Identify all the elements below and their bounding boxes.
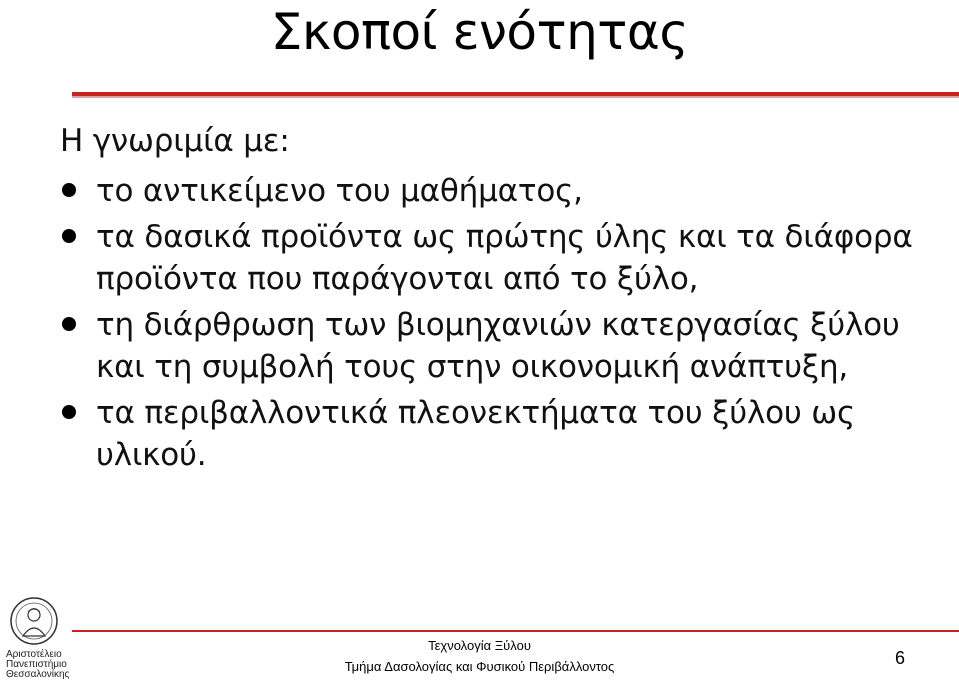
bullet-icon bbox=[62, 405, 76, 419]
university-name-line: Θεσσαλονίκης bbox=[6, 669, 70, 680]
title-divider bbox=[72, 92, 959, 98]
objectives-list bbox=[60, 170, 950, 476]
bullet-icon bbox=[62, 229, 76, 243]
intro-text: Η γνωριμία με: bbox=[60, 123, 290, 159]
list-item-text: τα περιβαλλοντικά πλεονεκτήματα του ξύλου ως υλικού. bbox=[96, 395, 856, 473]
slide-title: Σκοποί ενότητας bbox=[270, 3, 689, 61]
bullet-icon bbox=[62, 183, 76, 197]
footer-divider bbox=[72, 630, 959, 632]
list-item-text: το αντικείμενο του μαθήματος, bbox=[96, 173, 583, 209]
page-number: 6 bbox=[894, 648, 905, 668]
list-item bbox=[60, 304, 950, 388]
list-item-text: τη διάρθρωση των βιομηχανιών κατεργασίας ξύλου και τη συμβολή τους στην οικονομική ανάπτυξη, bbox=[96, 307, 900, 385]
slide-content bbox=[60, 120, 950, 480]
list-item bbox=[60, 170, 950, 212]
footer-department: Τμήμα Δασολογίας και Φυσικού Περιβάλλοντος bbox=[344, 659, 615, 674]
bullet-icon bbox=[62, 317, 76, 331]
list-item bbox=[60, 392, 950, 476]
list-item-text: τα δασικά προϊόντα ως πρώτης ύλης και τα διάφορα προϊόντα που παράγονται από το ξύλο, bbox=[96, 219, 913, 297]
university-name-line: Πανεπιστήμιο bbox=[6, 659, 67, 670]
list-item bbox=[60, 216, 950, 300]
university-name-line: Αριστοτέλειο bbox=[6, 649, 62, 660]
footer-course-name: Τεχνολογία Ξύλου bbox=[428, 638, 531, 653]
